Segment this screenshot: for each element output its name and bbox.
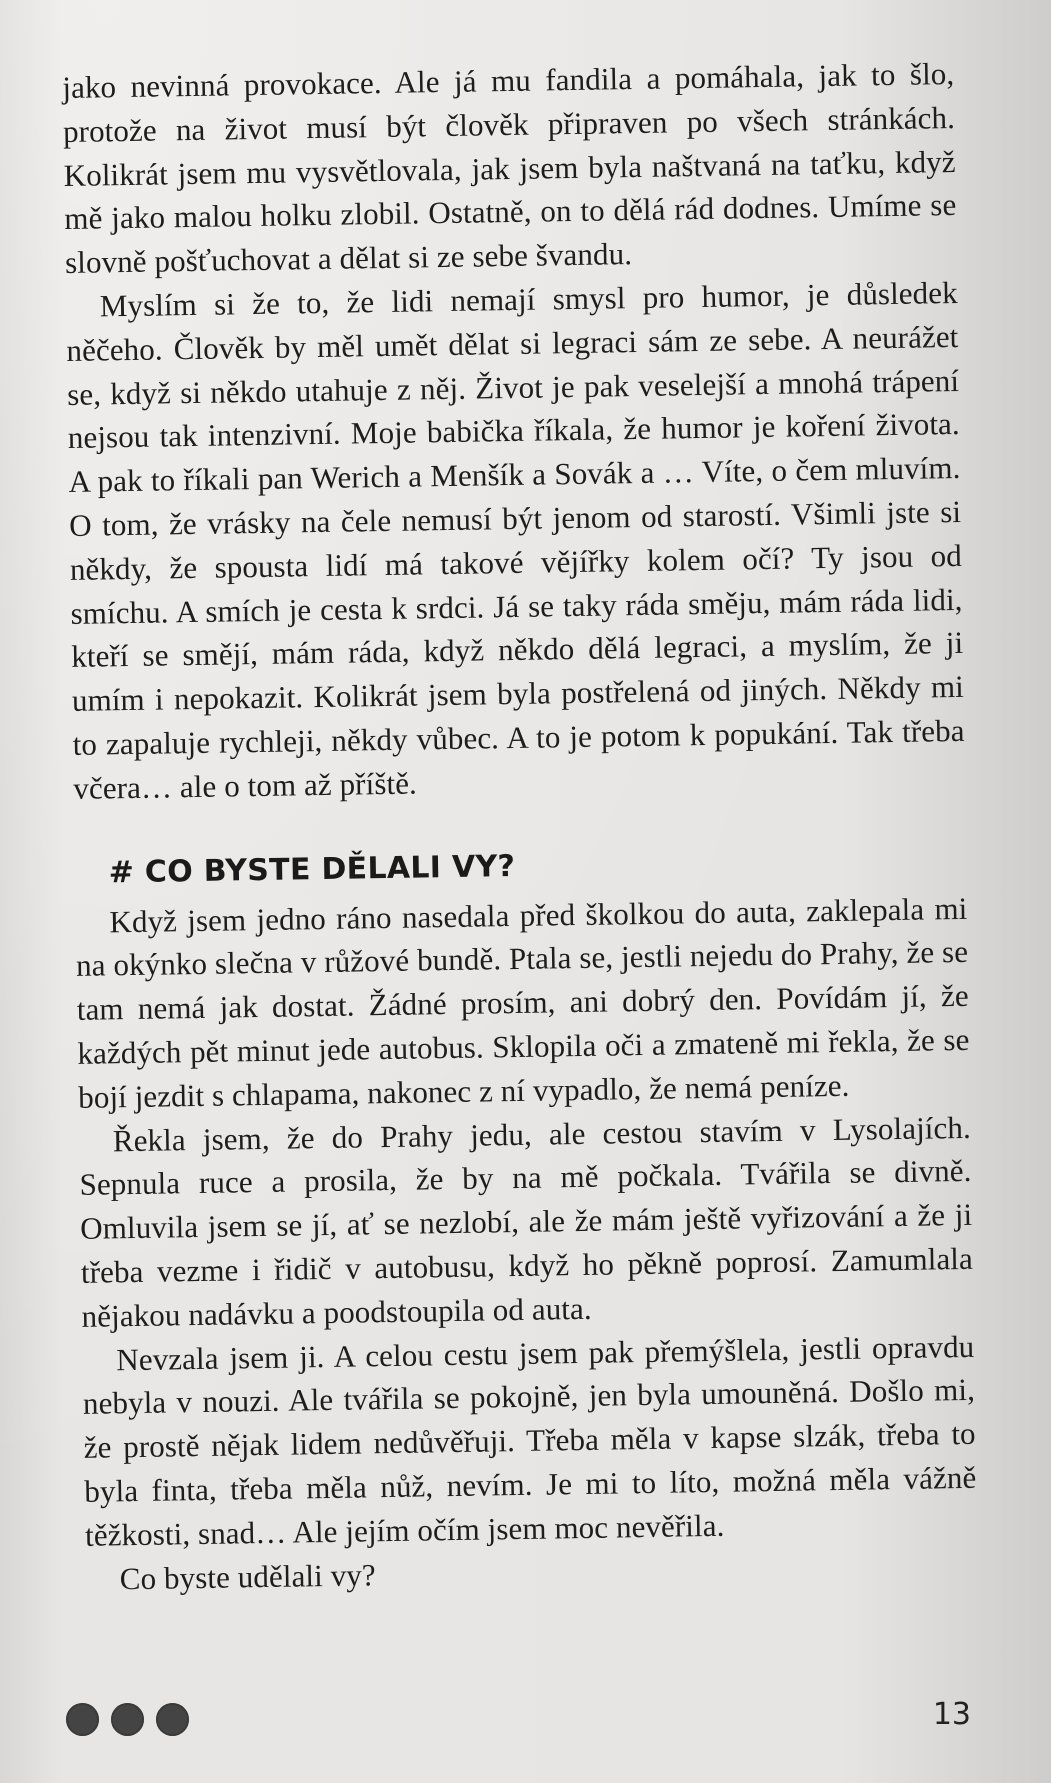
page-footer <box>66 1695 971 1745</box>
paragraph-2: Myslím si že to, že lidi nemají smysl pro humor, je důsledek něčeho. Člověk by měl umět dělat si legraci sám ze sebe. A neurážet se, když si někdo utahuje z něj. Život je pak veselejší a mnohá trápení nejsou tak intenzivní. Moje babička říkala, že humor je koření života. A pak to říkali pan Werich a Menšík a Sovák a … Víte, o čem mluvím. O tom, že vrásky na čele nemusí být jenom od starostí. Všimli jste si někdy, že spousta lidí má takové vějířky kolem očí? Ty jsou od smíchu. A smích je cesta k srdci. Já se taky ráda směju, mám ráda lidi, kteří se smějí, mám ráda, když někdo dělá legraci, a myslím, že ji umím i nepokazit. Kolikrát jsem byla postřelená od jiných. Někdy mi to zapaluje rychleji, někdy vůbec. A to je potom k popukání. Tak třeba včera… ale o tom až příště. <box>66 274 965 806</box>
dot-icon <box>66 1703 99 1736</box>
dot-icon <box>111 1703 144 1736</box>
paragraph-3: Když jsem jedno ráno nasedala před školkou do auta, zaklepala mi na okýnko slečna v růžové bundě. Ptala se, jestli nejedu do Prahy, že se tam nemá jak dostat. Žádné prosím, ani dobrý den. Povídám jí, že každých pět minut jede autobus. Sklopila oči a zmateně mi řekla, že se bojí jezdit s chlapama, nakonec z ní vypadlo, že nemá peníze. <box>75 890 970 1115</box>
paragraph-6: Co byste udělali vy? <box>119 1556 376 1596</box>
section-heading: # CO BYSTE DĚLALI VY? <box>108 848 516 890</box>
page-number: 13 <box>932 1697 971 1732</box>
dot-icon <box>156 1703 189 1736</box>
paragraph-1: jako nevinná provokace. Ale já mu fandila a pomáhala, jak to šlo, protože na život musí být člověk připraven po všech stránkách. Kolikrát jsem mu vysvětlovala, jak jsem byla naštvaná na taťku, když mě jako malou holku zlobil. Ostatně, on to dělá rád dodnes. Umíme se slovně pošťuchovat a dělat si ze sebe švandu. <box>62 55 957 281</box>
page-content <box>62 52 978 1601</box>
paragraph-4: Řekla jsem, že do Prahy jedu, ale cestou stavím v Lysolajích. Sepnula ruce a prosila, že by na mě počkala. Tvářila se divně. Omluvila jsem se jí, ať se nezlobí, ale že mám ještě vyřizování a že ji třeba vezme i řidič v autobusu, když ho pěkně poprosí. Zamumlala nějakou nadávku a poodstoupila od auta. <box>79 1109 974 1334</box>
decorative-dots <box>66 1703 189 1736</box>
paragraph-5: Nevzala jsem ji. A celou cestu jsem pak přemýšlela, jestli opravdu nebyla v nouzi. Ale tvářila se pokojně, jen byla umouněná. Došlo mi, že prostě nějak lidem nedůvěřuji. Třeba měla v kapse slzák, třeba to byla finta, třeba měla nůž, nevím. Je mi to líto, možná měla vážně těžkosti, snad… Ale jejím očím jsem moc nevěřila. <box>82 1328 977 1553</box>
